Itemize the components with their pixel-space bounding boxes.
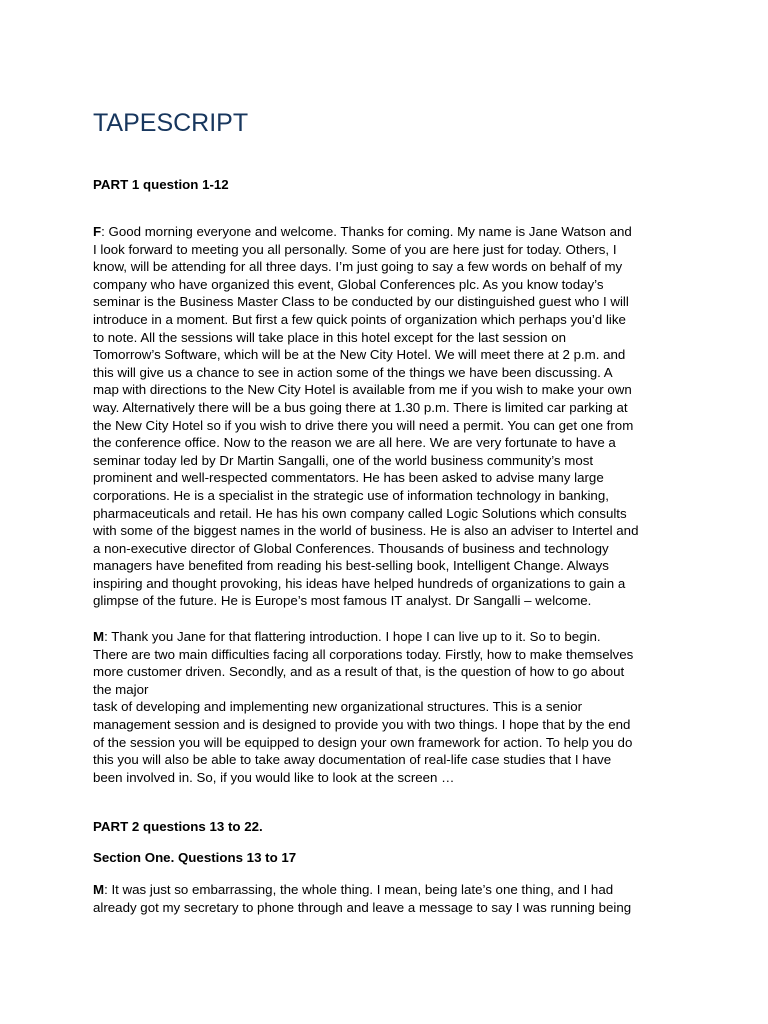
speaker-label: M bbox=[93, 882, 105, 897]
text-line: company who have organized this event, Global Conferences plc. As you know today’s bbox=[93, 276, 604, 292]
text-line: M: It was just so embarrassing, the whole thing. I mean, being late’s one thing, and I had bbox=[93, 882, 614, 897]
speaker-label: M bbox=[93, 629, 105, 644]
text-line: a non-executive director of Global Conferences. Thousands of business and technology bbox=[93, 540, 609, 556]
paragraph-m-response bbox=[93, 628, 633, 786]
text-line: I look forward to meeting you all personally. Some of you are here just for today. Others, I bbox=[93, 241, 617, 257]
text-line: the conference office. Now to the reason we are all here. We are very fortunate to have a bbox=[93, 435, 616, 451]
text-line: seminar today led by Dr Martin Sangalli, one of the world business community’s most bbox=[93, 452, 594, 468]
text-line: map with directions to the New City Hotel is available from me if you wish to make your own bbox=[93, 382, 632, 398]
text-line: seminar is the Business Master Class to be conducted by our distinguished guest who I will bbox=[93, 294, 629, 310]
text-line: the New City Hotel so if you wish to drive there you will need a permit. You can get one from bbox=[93, 417, 634, 433]
text-line: glimpse of the future. He is Europe’s most famous IT analyst. Dr Sangalli – welcome. bbox=[93, 593, 592, 609]
text-line: management session and is designed to provide you with two things. I hope that by the end bbox=[93, 716, 631, 732]
text-line: prominent and well-respected commentators. He has been asked to advise many large bbox=[93, 470, 604, 486]
text-line: with some of the biggest names in the world of business. He is also an adviser to Intertel and bbox=[93, 523, 639, 539]
text-line: managers have benefited from reading his best-selling book, Intelligent Change. Always bbox=[93, 558, 609, 574]
section1-heading: Section One. Questions 13 to 17 bbox=[93, 850, 297, 865]
speaker-label: F bbox=[93, 224, 102, 239]
text-line: task of developing and implementing new organizational structures. This is a senior bbox=[93, 699, 583, 715]
paragraph-m-section1 bbox=[93, 881, 631, 916]
text-line: more customer driven. Secondly, and as a result of that, is the question of how to go about bbox=[93, 664, 625, 680]
text-line: already got my secretary to phone through and leave a message to say I was running being bbox=[93, 899, 632, 915]
text-line: M: Thank you Jane for that flattering introduction. I hope I can live up to it. So to begin. bbox=[93, 629, 601, 644]
text-line: this you will also be able to take away documentation of real-life case studies that I have bbox=[93, 752, 612, 768]
document-title: TAPESCRIPT bbox=[93, 109, 249, 137]
text-line: corporations. He is a specialist in the strategic use of information technology in banking, bbox=[93, 487, 609, 503]
text-line: the major bbox=[93, 681, 149, 697]
text-line: inspiring and thought provoking, his ideas have helped hundreds of organizations to gain a bbox=[93, 575, 626, 591]
paragraph-f-intro bbox=[93, 223, 638, 610]
text-line: of the session you will be equipped to design your own framework for action. To help you do bbox=[93, 734, 633, 750]
text-line: been involved in. So, if you would like to look at the screen … bbox=[93, 769, 455, 785]
text-line: way. Alternatively there will be a bus going there at 1.30 p.m. There is limited car parking at bbox=[93, 399, 628, 415]
text-line: know, will be attending for all three days. I’m just going to say a few words on behalf of my bbox=[93, 259, 623, 275]
text-line: There are two main difficulties facing all corporations today. Firstly, how to make themselves bbox=[93, 646, 634, 662]
part1-heading: PART 1 question 1-12 bbox=[93, 177, 229, 192]
text-line: introduce in a moment. But first a few quick points of organization which perhaps you’d like bbox=[93, 311, 626, 327]
text-line: Tomorrow’s Software, which will be at the New City Hotel. We will meet there at 2 p.m. and bbox=[93, 347, 626, 363]
text-line: pharmaceuticals and retail. He has his own company called Logic Solutions which consults bbox=[93, 505, 627, 521]
part2-heading: PART 2 questions 13 to 22. bbox=[93, 819, 263, 834]
text-line: to note. All the sessions will take place in this hotel except for the last session on bbox=[93, 329, 567, 345]
text-line: this will give us a chance to see in action some of the things we have been discussing. A bbox=[93, 364, 613, 380]
text-line: F: Good morning everyone and welcome. Thanks for coming. My name is Jane Watson and bbox=[93, 224, 632, 239]
